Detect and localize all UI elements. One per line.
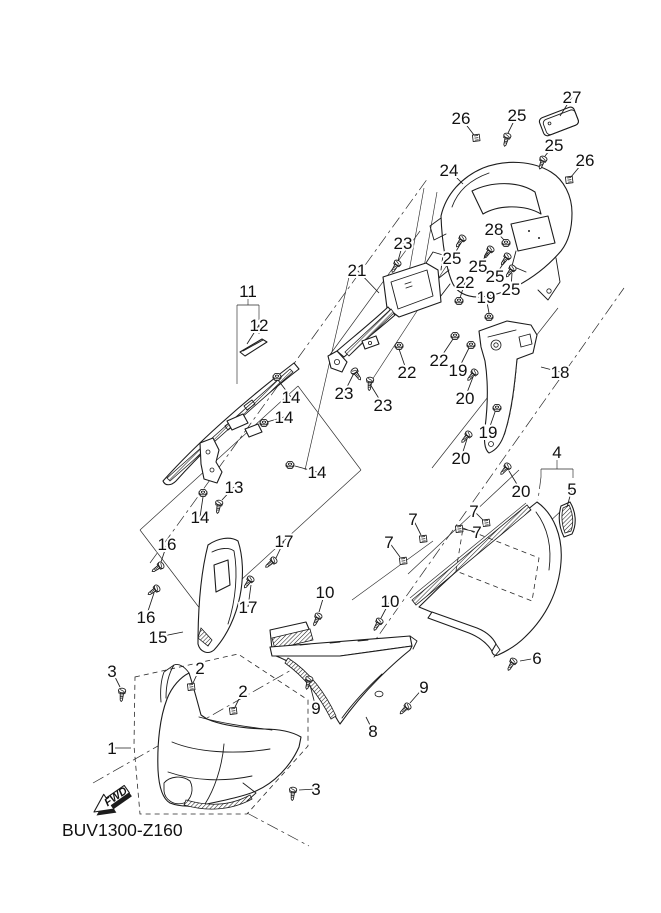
part-label-12: 12 xyxy=(249,316,269,335)
screw-icon-6 xyxy=(505,657,518,672)
part-15-panel xyxy=(198,538,242,652)
nut-icon-14 xyxy=(260,420,268,427)
screw-icon-20 xyxy=(498,462,512,477)
part-label-16: 16 xyxy=(157,535,177,554)
part-label-14: 14 xyxy=(274,408,294,427)
part-label-9: 9 xyxy=(419,678,429,697)
part-label-1: 1 xyxy=(107,739,117,758)
part-label-20: 20 xyxy=(455,389,475,408)
part-label-26: 26 xyxy=(451,109,471,128)
fwd-arrow xyxy=(94,785,132,816)
part-label-9: 9 xyxy=(311,699,321,718)
screw-icon-10 xyxy=(311,612,323,627)
part-8-side-cover xyxy=(270,622,417,724)
clip-icon-2 xyxy=(187,683,195,690)
clip-icon-7 xyxy=(455,525,463,532)
part-label-23: 23 xyxy=(373,396,393,415)
part-label-20: 20 xyxy=(511,482,531,501)
nut-icon-28 xyxy=(502,240,510,247)
part-5-molding xyxy=(559,502,575,537)
part-label-25: 25 xyxy=(485,267,505,286)
part-label-22: 22 xyxy=(429,351,449,370)
screw-icon-10 xyxy=(371,617,384,632)
part-12-trim xyxy=(240,339,267,356)
clip-icon-26 xyxy=(565,176,573,183)
clip-icon-26 xyxy=(472,134,480,141)
clip-icon-7 xyxy=(482,519,490,526)
part-label-7: 7 xyxy=(469,502,479,521)
part-label-23: 23 xyxy=(393,234,413,253)
screw-icon-25 xyxy=(501,132,511,147)
part-label-13: 13 xyxy=(224,478,244,497)
clip-icon-7 xyxy=(419,535,427,542)
part-27-reflector xyxy=(538,106,579,137)
part-1-front-cover xyxy=(134,654,308,814)
screw-icon-3 xyxy=(118,688,126,702)
part-label-22: 22 xyxy=(397,363,417,382)
part-label-24: 24 xyxy=(439,161,459,180)
nut-icon-14 xyxy=(286,462,294,469)
part-label-25: 25 xyxy=(507,106,527,125)
nut-icon-19 xyxy=(467,342,475,349)
part-label-18: 18 xyxy=(550,363,570,382)
part-label-6: 6 xyxy=(532,649,542,668)
part-label-10: 10 xyxy=(315,583,335,602)
part-label-7: 7 xyxy=(384,533,394,552)
part-label-8: 8 xyxy=(368,722,378,741)
part-label-19: 19 xyxy=(478,423,498,442)
screw-icon-9 xyxy=(398,702,413,717)
part-label-27: 27 xyxy=(562,88,582,107)
nut-icon-22 xyxy=(395,343,403,350)
part-label-25: 25 xyxy=(442,249,462,268)
part-label-14: 14 xyxy=(190,508,210,527)
part-label-17: 17 xyxy=(274,532,294,551)
screw-icon-17 xyxy=(242,575,256,590)
part-21-bracket xyxy=(328,252,443,372)
clip-icon-2 xyxy=(229,707,237,714)
part-label-4: 4 xyxy=(552,443,562,462)
part-label-3: 3 xyxy=(107,662,117,681)
clip-icon-7 xyxy=(399,557,407,564)
nut-icon-14 xyxy=(273,374,281,381)
part-label-17: 17 xyxy=(238,598,258,617)
nut-icon-22 xyxy=(455,298,463,305)
part-label-10: 10 xyxy=(380,592,400,611)
part-label-19: 19 xyxy=(448,361,468,380)
part-label-21: 21 xyxy=(347,261,367,280)
part-label-2: 2 xyxy=(195,659,205,678)
screw-icon-16 xyxy=(150,561,165,575)
part-label-26: 26 xyxy=(575,151,595,170)
part-label-25: 25 xyxy=(544,136,564,155)
nut-icon-19 xyxy=(485,314,493,321)
screw-icon-13 xyxy=(214,500,223,514)
part-label-28: 28 xyxy=(484,220,504,239)
part-label-7: 7 xyxy=(472,523,482,542)
part-label-25: 25 xyxy=(501,280,521,299)
part-13-bracket xyxy=(200,414,262,483)
part-label-14: 14 xyxy=(307,463,327,482)
screw-icon-3 xyxy=(289,787,297,801)
part-label-25: 25 xyxy=(468,257,488,276)
part-label-2: 2 xyxy=(238,682,248,701)
part-label-7: 7 xyxy=(408,510,418,529)
screw-icon-23 xyxy=(350,367,364,382)
part-label-5: 5 xyxy=(567,480,577,499)
nut-icon-19 xyxy=(493,405,501,412)
part-label-14: 14 xyxy=(281,388,301,407)
nut-icon-22 xyxy=(451,333,459,340)
fwd-arrow-label: FWD xyxy=(102,784,130,810)
diagram-code: BUV1300-Z160 xyxy=(62,820,183,840)
part-label-23: 23 xyxy=(334,384,354,403)
part-label-15: 15 xyxy=(148,628,168,647)
part-label-16: 16 xyxy=(136,608,156,627)
part-drawings xyxy=(94,106,580,816)
part-label-22: 22 xyxy=(455,273,475,292)
nut-icon-14 xyxy=(199,490,207,497)
part-label-3: 3 xyxy=(311,780,321,799)
part-label-19: 19 xyxy=(476,288,496,307)
part-label-11: 11 xyxy=(239,282,257,301)
part-label-20: 20 xyxy=(451,449,471,468)
